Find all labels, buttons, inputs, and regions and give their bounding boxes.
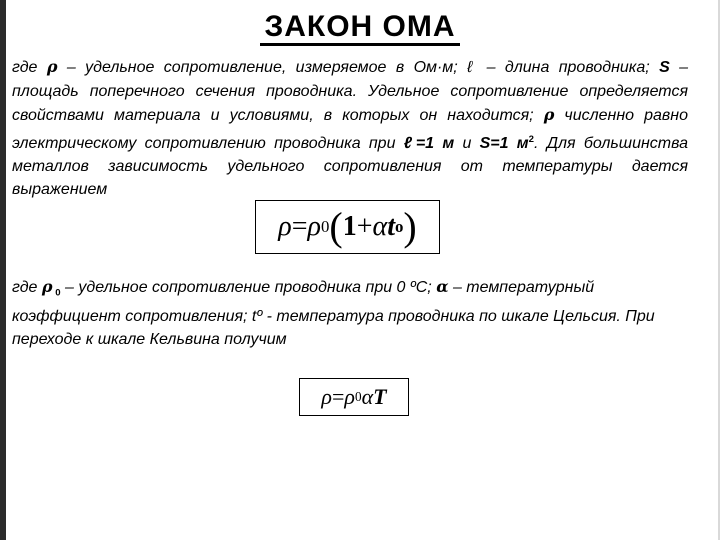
text-segment: – площадь поперечного сечения проводника. Удельное сопротивление определяется свойствами материала и условиями, в которых он находится; (12, 59, 689, 124)
condition-area-exponent: 2 (528, 133, 534, 145)
formula-alpha: α (361, 384, 374, 409)
text-segment: где (12, 59, 47, 76)
slide-left-bar (0, 0, 6, 540)
formula-resistivity-celsius (255, 200, 440, 254)
text-segment: – длина проводника; (477, 59, 660, 76)
formula-plus: + (356, 211, 373, 242)
formula-right-paren: ) (403, 204, 417, 249)
formula-resistivity-kelvin (299, 378, 409, 416)
slide-title (0, 10, 720, 44)
paragraph-explanation (12, 275, 688, 352)
formula-t: t (387, 211, 395, 242)
formula-rho0: ρ (307, 211, 321, 242)
formula-rho0: ρ (344, 384, 355, 409)
formula-equals: = (331, 384, 345, 409)
text-segment: – удельное сопротивление, измеряемое в Ом·м; (57, 59, 468, 76)
area-symbol: S (659, 59, 670, 76)
text-segment: – удельное сопротивление проводника при 0 ºС; (60, 279, 437, 296)
formula-alpha: α (372, 211, 388, 242)
text-segment: . Для большинства металлов зависимость удельного сопротивления от температуры дается выражением (12, 134, 689, 199)
rho-symbol: ρ (46, 57, 58, 76)
rho-subscript-zero: 0 (52, 287, 61, 299)
condition-area: S=1 м (479, 134, 529, 152)
formula-lhs: ρ (278, 211, 292, 242)
formula-rho0-subscript: 0 (320, 217, 330, 236)
formula-rho0-subscript: 0 (354, 389, 362, 404)
text-segment: где (12, 279, 42, 296)
text-segment: численно равно электрическому сопротивлению проводника при (12, 107, 688, 152)
formula-degree: o (394, 217, 404, 236)
text-segment: - температура проводника по шкале Цельсия. При переходе к шкале Кельвина получим (12, 307, 655, 349)
text-segment: и (454, 134, 480, 152)
formula-lhs: ρ (321, 384, 332, 409)
alpha-symbol: α (436, 277, 449, 296)
formula-equals: = (291, 211, 308, 242)
rho-symbol: ρ (41, 277, 53, 296)
formula-left-paren: ( (329, 204, 343, 249)
formula-one: 1 (342, 211, 357, 242)
paragraph-definitions (12, 55, 688, 202)
ell-symbol: ℓ (467, 59, 478, 76)
rho-symbol: ρ (543, 105, 555, 124)
text-segment: – температурный коэффициент сопротивления; (12, 279, 595, 325)
condition-length: ℓ=1 м (403, 134, 455, 152)
t-degree-symbol: tº (251, 307, 263, 325)
slide-title-text: ЗАКОН ОМА (260, 10, 459, 46)
formula-T: T (373, 384, 387, 409)
